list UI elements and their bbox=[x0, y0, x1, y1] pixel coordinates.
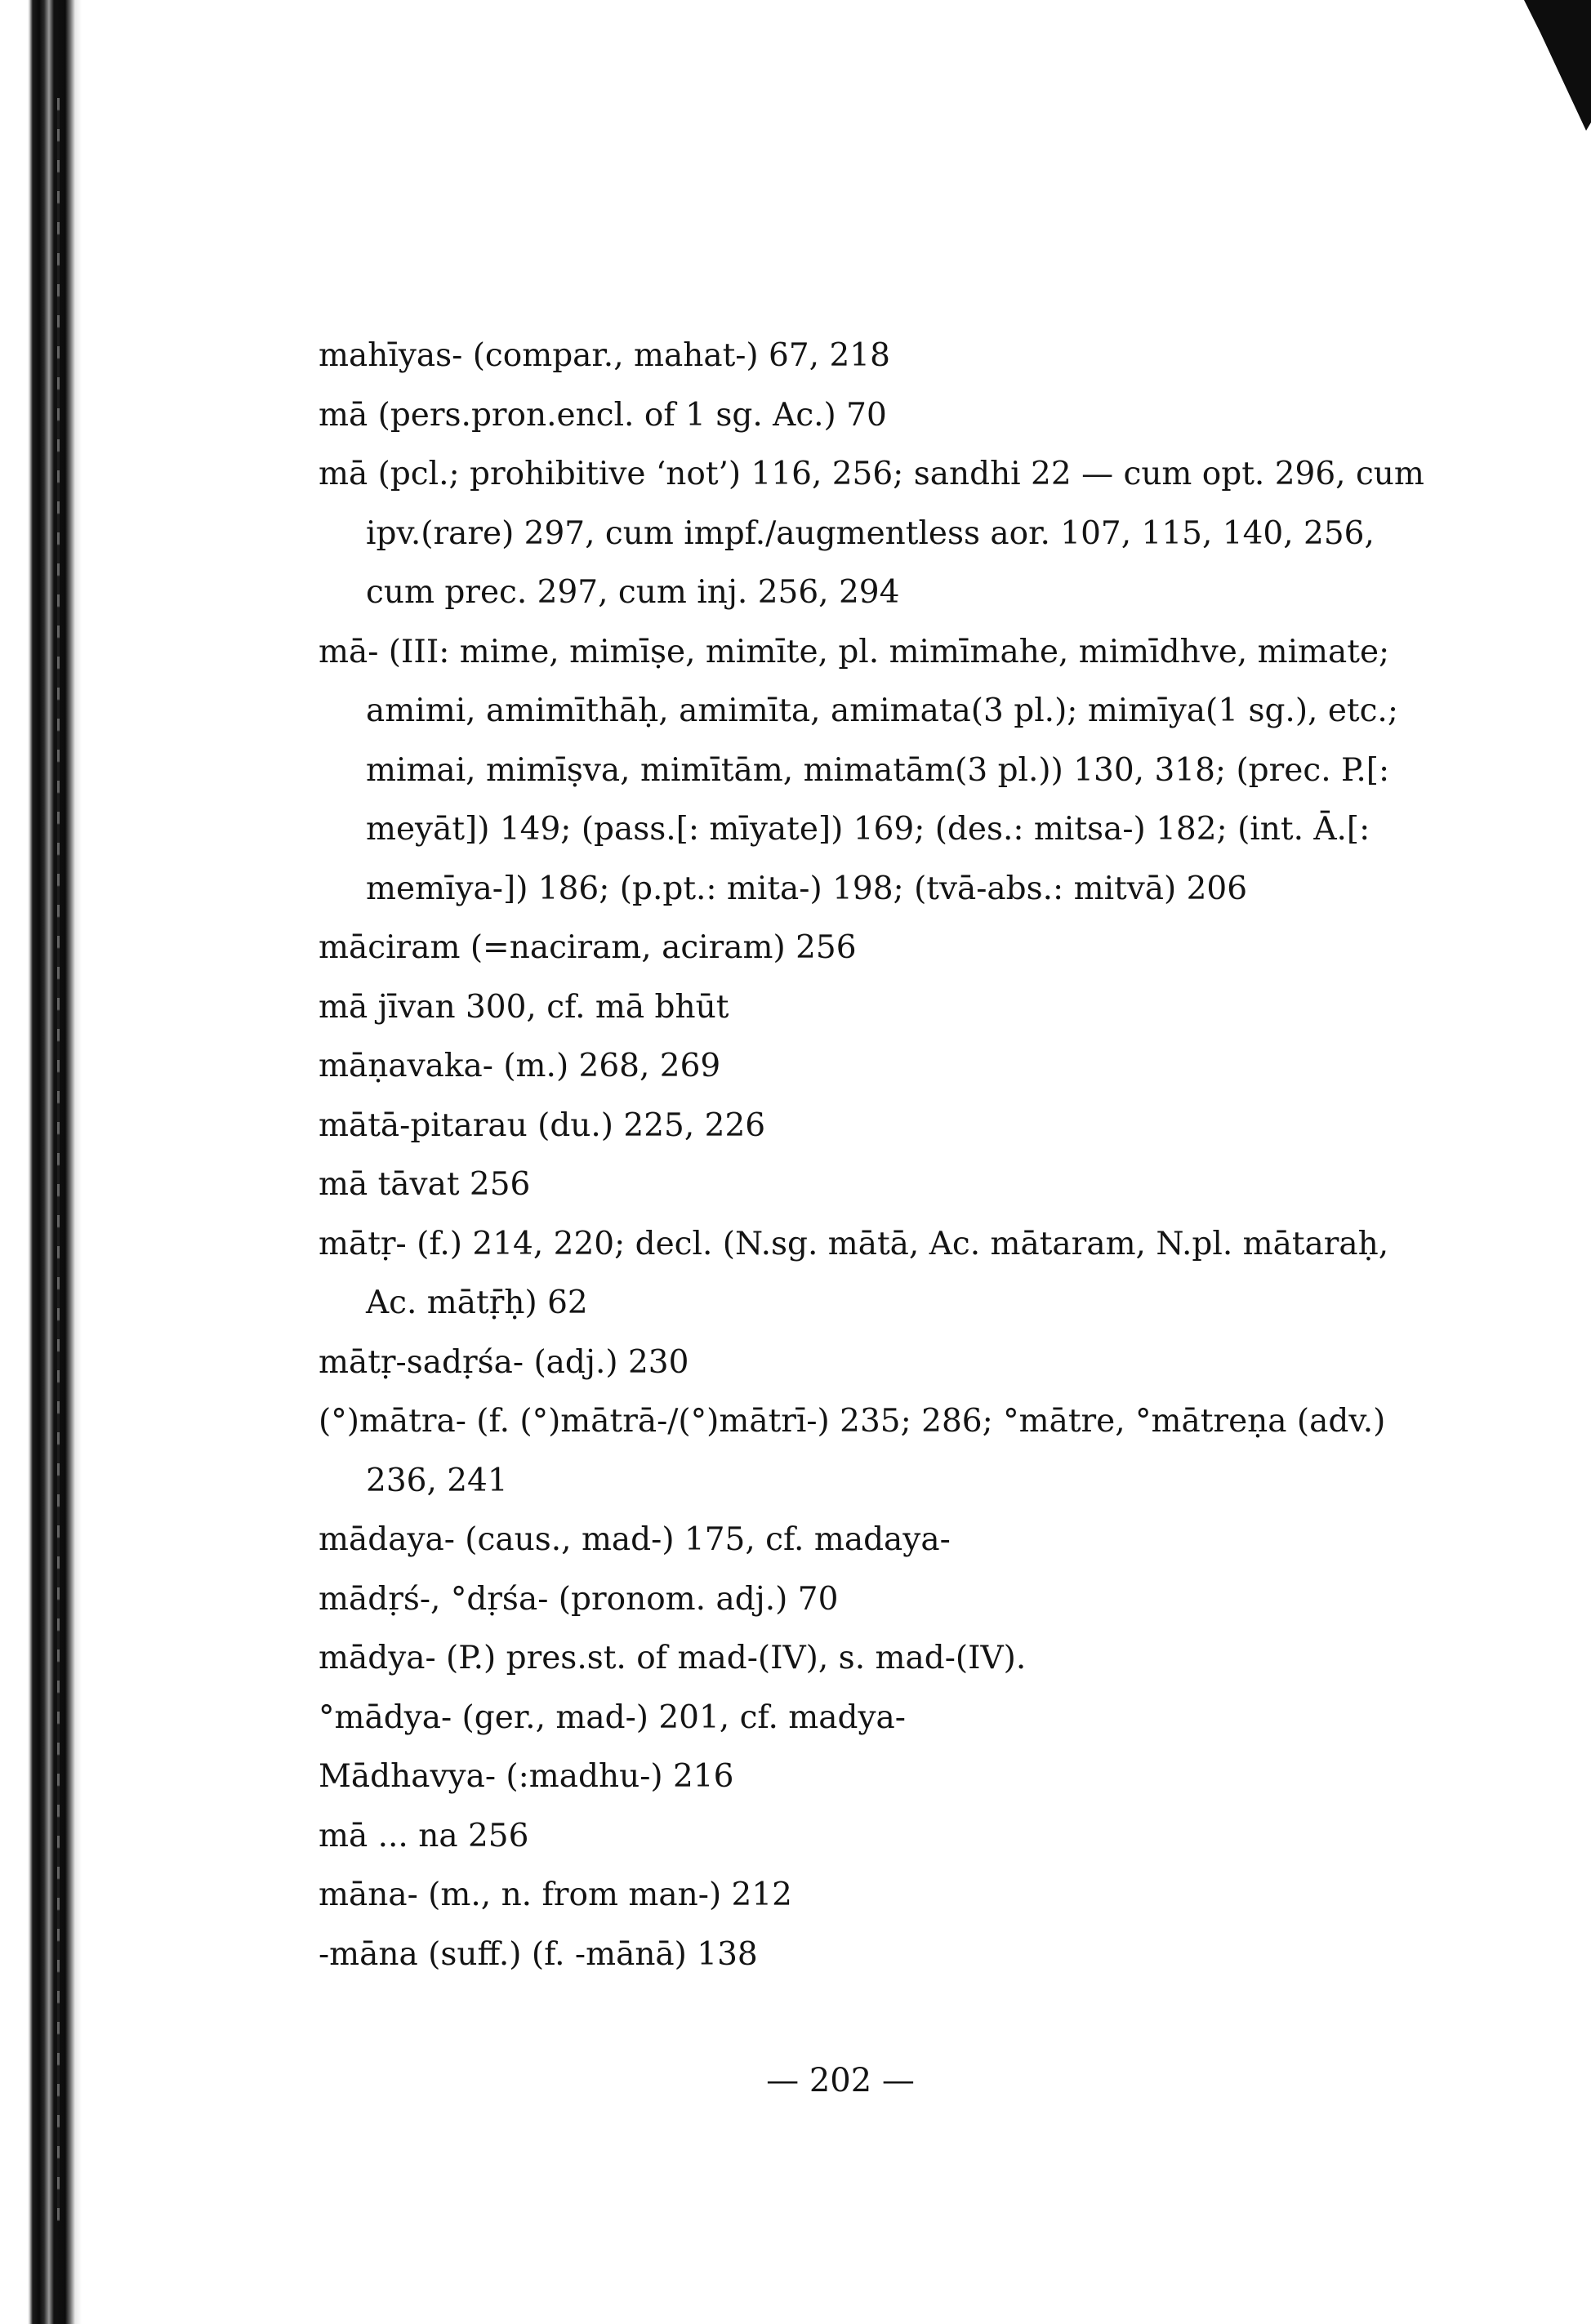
index-entry: (°)mātra- (f. (°)mātrā-/(°)mātrī-) 235; 286; °mātre, °mātreṇa (adv.) 236, 241 bbox=[319, 1403, 1386, 1499]
index-entry: mā (pers.pron.encl. of 1 sg. Ac.) 70 bbox=[319, 396, 887, 434]
index-entry: mā ... na 256 bbox=[319, 1817, 529, 1854]
index-entry: mātṛ- (f.) 214, 220; decl. (N.sg. mātā, Ac. mātaram, N.pl. mātaraḥ, Ac. mātṝḥ) 62 bbox=[319, 1225, 1389, 1321]
index-entry: mā tāvat 256 bbox=[319, 1166, 531, 1203]
index-entry: māna- (m., n. from man-) 212 bbox=[319, 1877, 792, 1913]
index-entry: māciram (=naciram, aciram) 256 bbox=[319, 929, 857, 966]
index-entry: māṇavaka- (m.) 268, 269 bbox=[319, 1048, 721, 1084]
page-number: — 202 — bbox=[766, 2062, 915, 2099]
index-entry: °mādya- (ger., mad-) 201, cf. madya- bbox=[319, 1698, 906, 1736]
index-page bbox=[319, 327, 1429, 1984]
index-entry: Mādhavya- (:madhu-) 216 bbox=[319, 1758, 734, 1795]
index-entry: mātā-pitarau (du.) 225, 226 bbox=[319, 1106, 766, 1144]
index-entry: mā jīvan 300, cf. mā bhūt bbox=[319, 988, 729, 1026]
index-entry: mādṛś-, °dṛśa- (pronom. adj.) 70 bbox=[319, 1580, 839, 1618]
index-entry: -māna (suff.) (f. -mānā) 138 bbox=[319, 1935, 758, 1973]
index-entry: mātṛ-sadṛśa- (adj.) 230 bbox=[319, 1343, 689, 1381]
index-entry: mahīyas- (compar., mahat-) 67, 218 bbox=[319, 337, 890, 374]
index-entry: mā- (III: mime, mimīṣe, mimīte, pl. mimīmahe, mimīdhve, mimate; amimi, amimīthāḥ, amimīta, amimata(3 pl.); mimīya(1 sg.), etc.; mimai, mimīṣva, mimītām, mimatām(3 pl.)) 130, 318; (prec. P.[: meyāt]) 149; (pass.[: mīyate]) 169; (des.: mitsa-) 182; (int. Ā.[: memīya-]) 186; (p.pt.: mita-) 198; (tvā-abs.: mitvā) 206 bbox=[319, 633, 1398, 907]
index-entry: mādaya- (caus., mad-) 175, cf. madaya- bbox=[319, 1521, 951, 1558]
index-entry: mādya- (P.) pres.st. of mad-(IV), s. mad-(IV). bbox=[319, 1640, 1027, 1676]
index-entry: mā (pcl.; prohibitive ‘not’) 116, 256; sandhi 22 — cum opt. 296, cum ipv.(rare) 297, cum impf./augmentless aor. 107, 115, 140, 256, cum prec. 297, cum inj. 256, 294 bbox=[319, 456, 1424, 611]
scan-streak bbox=[57, 98, 60, 2221]
corner-scan-mark bbox=[1524, 0, 1591, 131]
book-spine-shadow bbox=[0, 0, 82, 2324]
